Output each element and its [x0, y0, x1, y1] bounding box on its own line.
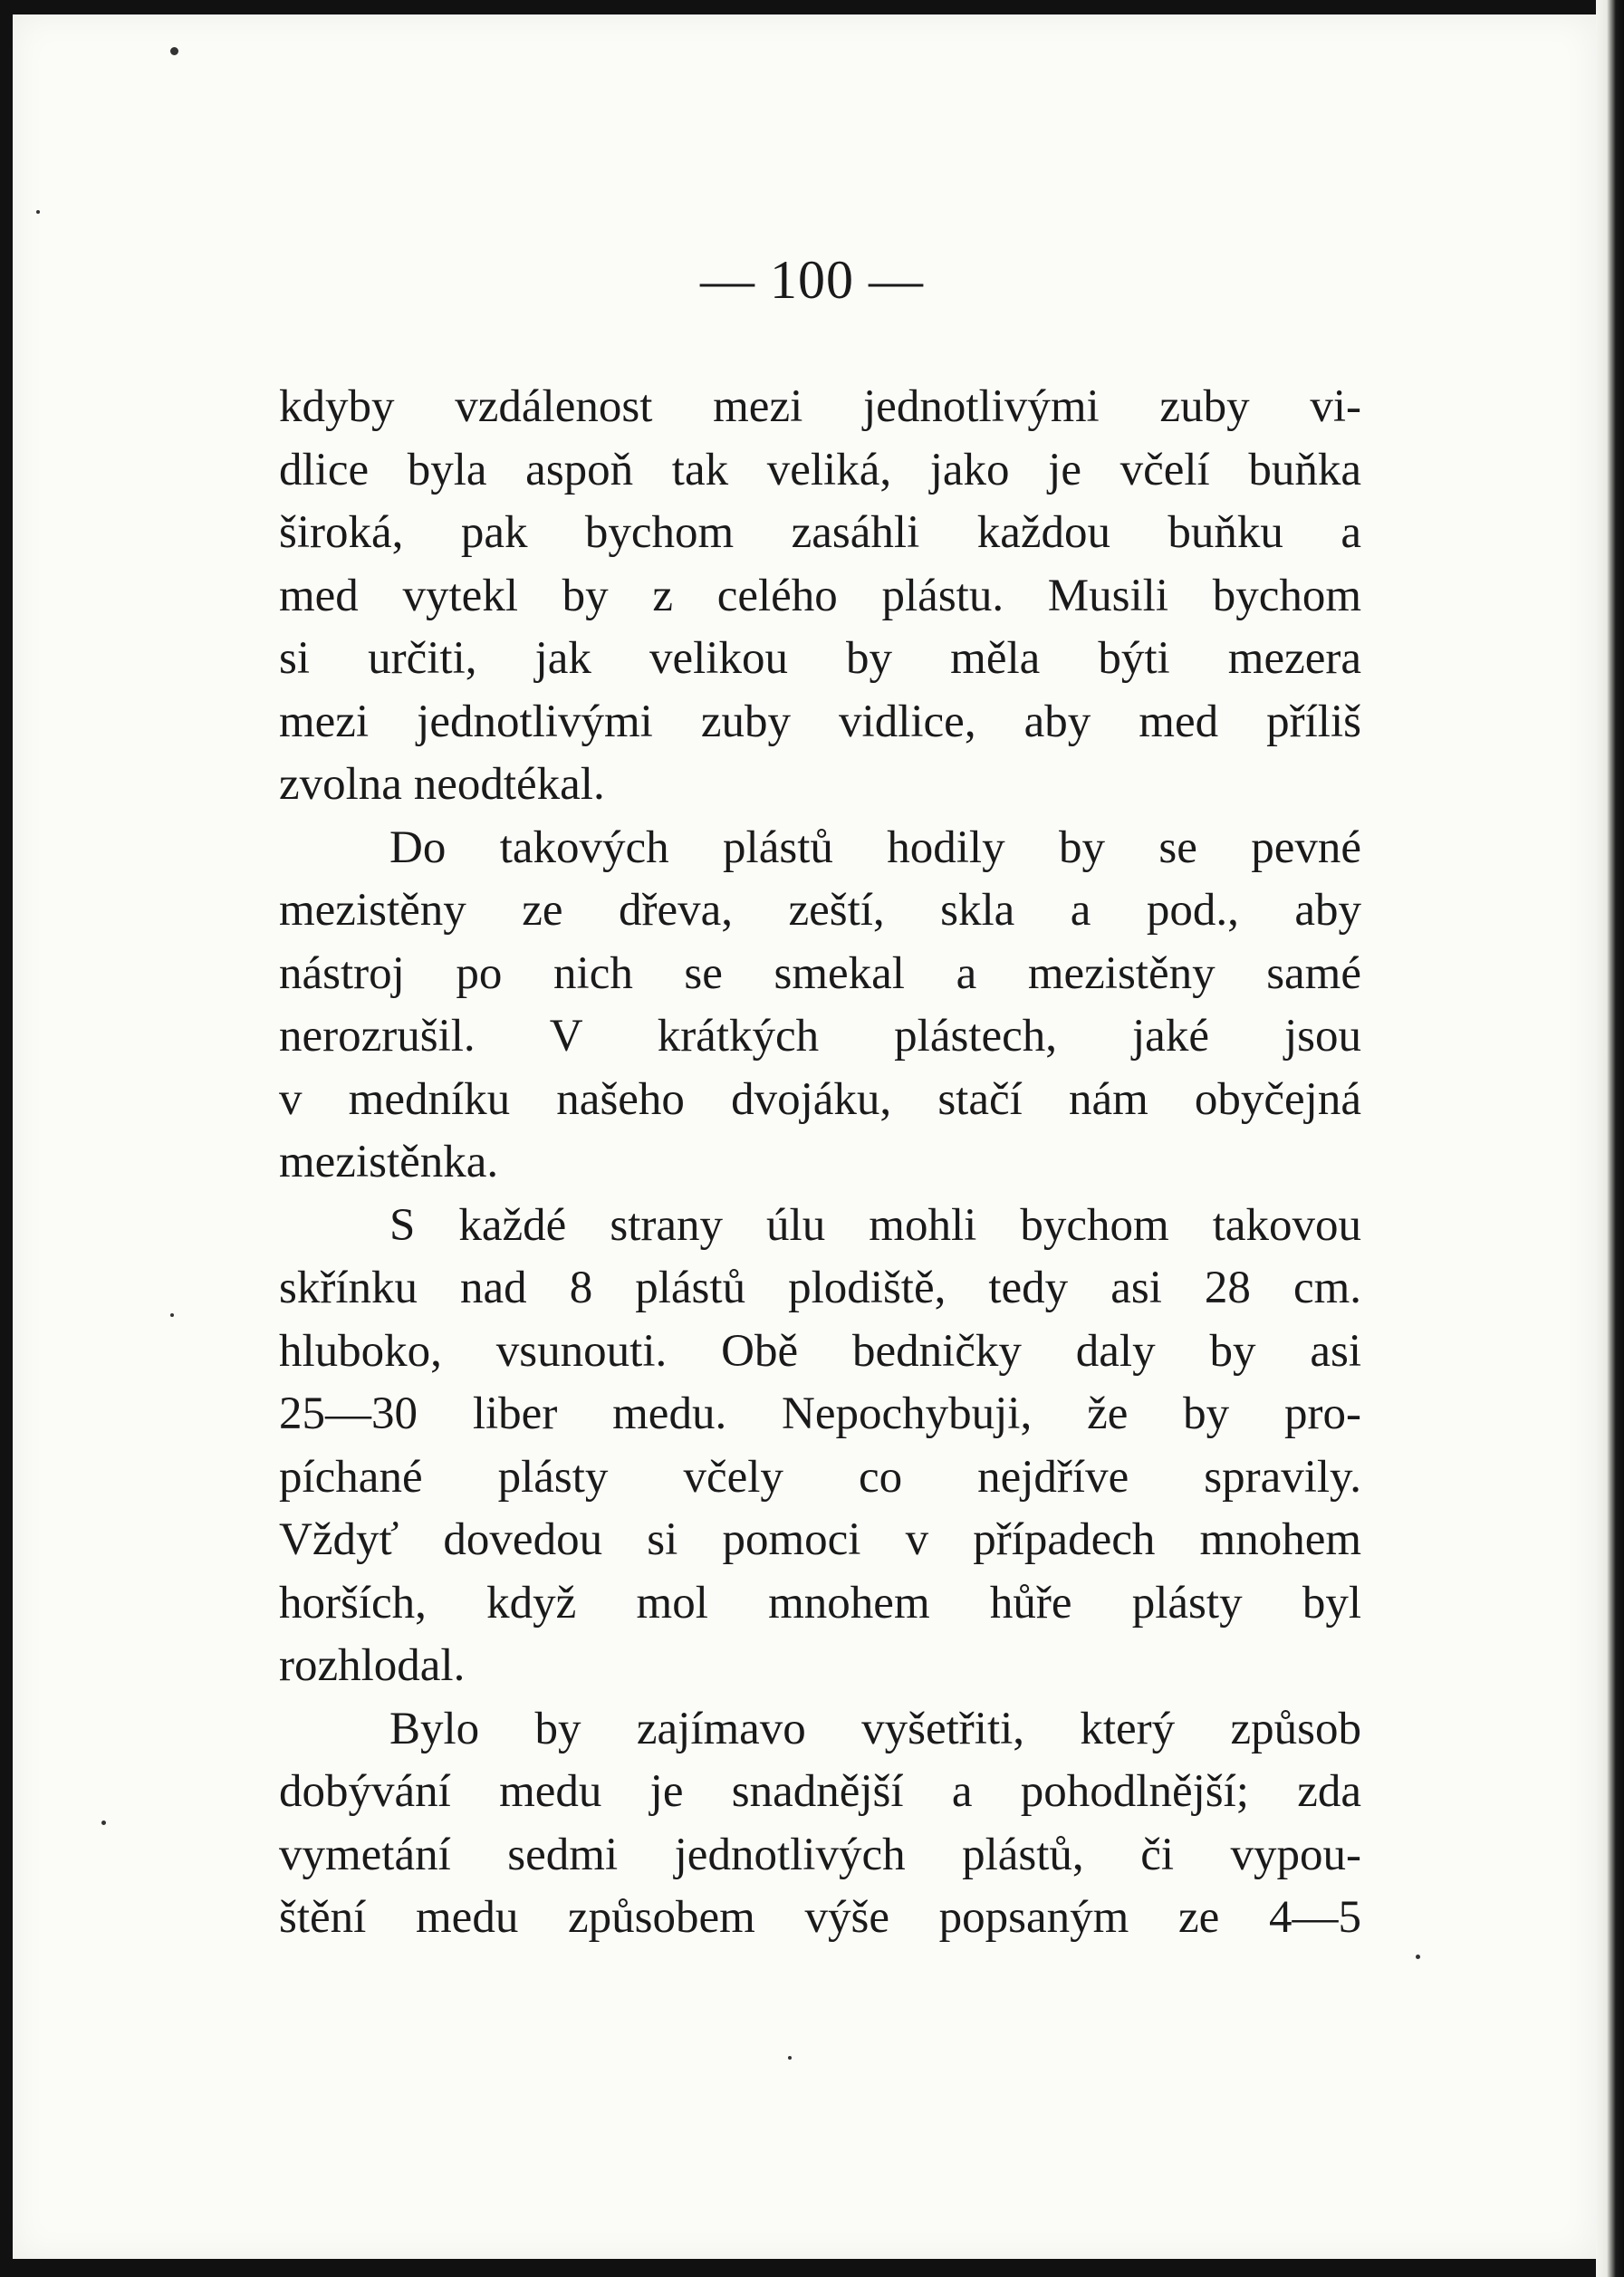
text-line: med vytekl by z celého plástu. Musili bychom	[279, 570, 1361, 621]
text-line: zvolna neodtékal.	[279, 759, 605, 810]
text-line: píchané plásty včely co nejdříve spravily.	[279, 1451, 1361, 1503]
text-line: S každé strany úlu mohli bychom takovou	[389, 1199, 1361, 1251]
page-number: — 100 —	[700, 250, 924, 310]
text-line: hluboko, vsunouti. Obě bedničky daly by asi	[279, 1325, 1361, 1377]
text-line: horších, když mol mnohem hůře plásty byl	[279, 1577, 1361, 1628]
text-line: mezistěny ze dřeva, zeští, skla a pod., aby	[279, 885, 1361, 936]
text-line: Do takových plástů hodily by se pevné	[389, 821, 1361, 873]
dust-speck	[1416, 1955, 1420, 1959]
text-line: Vždyť dovedou si pomoci v případech mnohem	[279, 1514, 1361, 1565]
paragraph	[279, 376, 1361, 817]
dust-speck	[170, 47, 178, 55]
text-line: skřínku nad 8 plástů plodiště, tedy asi 28 cm.	[279, 1263, 1361, 1313]
paragraph	[279, 1698, 1361, 1950]
text-line: Bylo by zajímavo vyšetřiti, který způsob	[389, 1703, 1361, 1754]
dust-speck	[36, 210, 40, 214]
text-line: rozhlodal.	[279, 1640, 466, 1691]
text-line: nerozrušil. V krátkých plástech, jaké jsou	[279, 1011, 1361, 1062]
text-line: mezi jednotlivými zuby vidlice, aby med příliš	[279, 696, 1361, 747]
text-line: v medníku našeho dvojáku, stačí nám obyčejná	[279, 1073, 1361, 1125]
dust-speck	[170, 1313, 174, 1317]
text-line: široká, pak bychom zasáhli každou buňku a	[279, 507, 1361, 558]
text-line: dlice byla aspoň tak veliká, jako je včelí buňka	[279, 444, 1361, 495]
text-line: štění medu způsobem výše popsaným ze 4—5	[279, 1892, 1361, 1943]
dust-speck	[788, 2056, 792, 2060]
dust-speck	[101, 1821, 106, 1825]
text-line: vymetání sedmi jednotlivých plástů, či vypou-	[279, 1829, 1361, 1880]
text-line: kdyby vzdálenost mezi jednotlivými zuby vi-	[279, 381, 1361, 432]
paragraph	[279, 1195, 1361, 1698]
page-edge-shadow	[1596, 0, 1624, 2277]
text-line: dobývání medu je snadnější a pohodlnější; zda	[279, 1766, 1361, 1817]
text-line: mezistěnka.	[279, 1137, 499, 1187]
text-line: 25—30 liber medu. Nepochybuji, že by pro-	[279, 1388, 1361, 1439]
body-text	[279, 376, 1361, 1950]
text-line: si určiti, jak velikou by měla býti mezera	[279, 633, 1361, 684]
paragraph	[279, 817, 1361, 1195]
text-line: nástroj po nich se smekal a mezistěny samé	[279, 947, 1361, 999]
